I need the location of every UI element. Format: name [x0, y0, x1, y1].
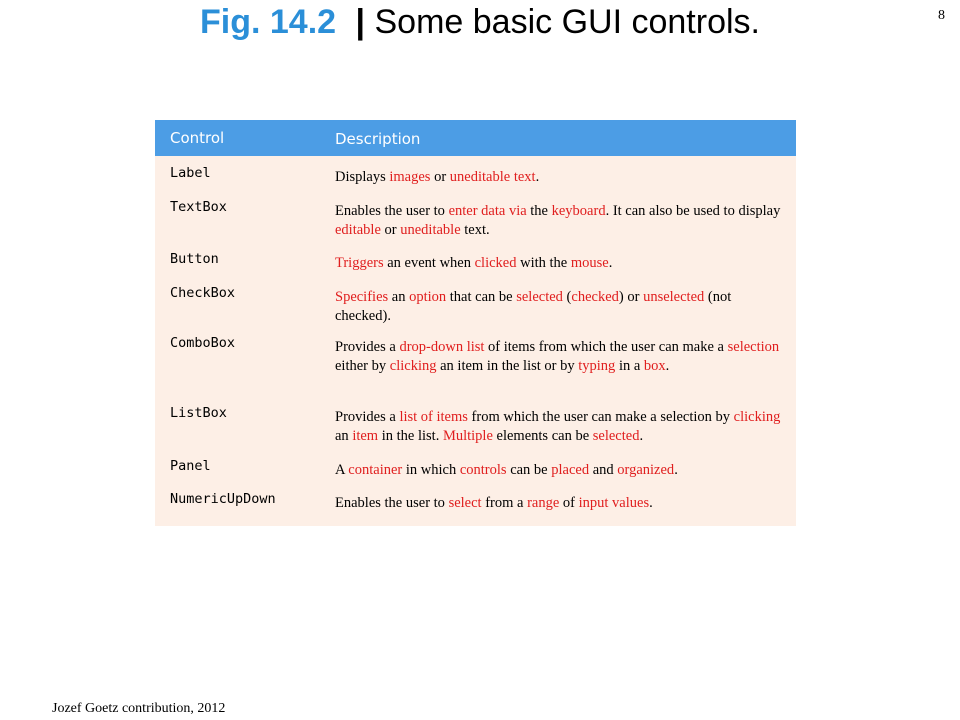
description-text: in which	[402, 462, 460, 478]
description-text: an	[335, 428, 353, 444]
description-text: .	[674, 462, 678, 478]
highlighted-term: typing	[578, 358, 616, 374]
control-name: ComboBox	[170, 335, 236, 351]
highlighted-term: organized	[617, 462, 675, 478]
description-text: or	[430, 169, 450, 185]
highlighted-term: clicking	[733, 409, 781, 425]
figure-number: Fig. 14.2	[200, 3, 337, 41]
highlighted-term: clicking	[389, 358, 437, 374]
description-text: text.	[460, 222, 490, 238]
description-text: from a	[481, 495, 528, 511]
control-description	[335, 494, 785, 513]
control-description	[335, 202, 785, 240]
footer-credit: Jozef Goetz contribution, 2012	[52, 701, 226, 716]
control-description	[335, 338, 785, 376]
description-text: A	[335, 462, 349, 478]
control-description	[335, 254, 785, 273]
highlighted-term: images	[389, 169, 431, 185]
description-text: or	[380, 222, 401, 238]
highlighted-term: editable	[335, 222, 381, 238]
highlighted-term: Triggers	[335, 255, 384, 271]
highlighted-term: list of items	[399, 409, 468, 425]
highlighted-term: checked	[571, 289, 619, 305]
highlighted-term: placed	[551, 462, 590, 478]
control-name: TextBox	[170, 199, 227, 215]
description-text: .	[665, 358, 670, 374]
description-text: (not checked).	[335, 289, 732, 324]
description-text: .	[649, 495, 653, 511]
description-text: in a	[615, 358, 644, 374]
page-number: 8	[938, 8, 945, 23]
description-text: that can be	[446, 289, 517, 305]
highlighted-term: unselected	[643, 289, 705, 305]
control-name: ListBox	[170, 405, 227, 421]
description-text: Provides a	[335, 409, 400, 425]
highlighted-term: container	[348, 462, 403, 478]
control-description	[335, 408, 785, 446]
description-text: Displays	[335, 169, 390, 185]
table-header	[155, 120, 796, 156]
description-text: (	[562, 289, 572, 305]
highlighted-term: selected	[592, 428, 640, 444]
control-name: CheckBox	[170, 285, 236, 301]
control-name: Label	[170, 165, 211, 181]
description-text: .	[608, 255, 613, 271]
description-text: elements can be	[492, 428, 593, 444]
controls-table	[155, 120, 796, 526]
description-text: from which the user can make a selection by	[467, 409, 734, 425]
description-text: an event when	[383, 255, 475, 271]
highlighted-term: Multiple	[442, 428, 493, 444]
highlighted-term: clicked	[474, 255, 517, 271]
control-description	[335, 461, 785, 480]
description-text: either by	[335, 358, 390, 374]
description-text: Enables the user to	[335, 495, 449, 511]
description-text: an	[388, 289, 410, 305]
highlighted-term: uneditable text	[449, 169, 536, 185]
control-name: Button	[170, 251, 219, 267]
highlighted-term: selection	[727, 339, 780, 355]
description-text: in the list.	[378, 428, 443, 444]
description-text: an item in the list or by	[436, 358, 579, 374]
description-text: can be	[506, 462, 552, 478]
title-text: Some basic GUI controls.	[374, 3, 760, 41]
highlighted-term: keyboard	[551, 203, 606, 219]
highlighted-term: box	[643, 358, 666, 374]
highlighted-term: selected	[516, 289, 563, 305]
description-text: of items from which the user can make a	[484, 339, 728, 355]
header-control: Control	[170, 129, 225, 147]
description-text: Enables the user to	[335, 203, 449, 219]
highlighted-term: enter data via	[448, 203, 527, 219]
highlighted-term: controls	[459, 462, 507, 478]
highlighted-term: uneditable	[400, 222, 461, 238]
highlighted-term: input values	[578, 495, 650, 511]
slide-title	[0, 2, 960, 42]
highlighted-term: item	[352, 428, 379, 444]
description-text: the	[526, 203, 552, 219]
highlighted-term: select	[448, 495, 482, 511]
header-description: Description	[335, 130, 421, 148]
control-name: Panel	[170, 458, 211, 474]
description-text: .	[639, 428, 644, 444]
description-text: with the	[516, 255, 571, 271]
highlighted-term: Specifies	[335, 289, 389, 305]
highlighted-term: drop-down list	[399, 339, 485, 355]
control-description	[335, 288, 785, 326]
description-text: .	[535, 169, 540, 185]
title-separator: |	[355, 3, 366, 41]
highlighted-term: range	[527, 495, 560, 511]
highlighted-term: option	[409, 289, 447, 305]
description-text: Provides a	[335, 339, 400, 355]
description-text: ) or	[618, 289, 644, 305]
control-name: NumericUpDown	[170, 491, 276, 507]
description-text: and	[589, 462, 618, 478]
highlighted-term: mouse	[570, 255, 609, 271]
description-text: . It can also be used to display	[605, 203, 781, 219]
description-text: of	[559, 495, 579, 511]
control-description	[335, 168, 785, 187]
